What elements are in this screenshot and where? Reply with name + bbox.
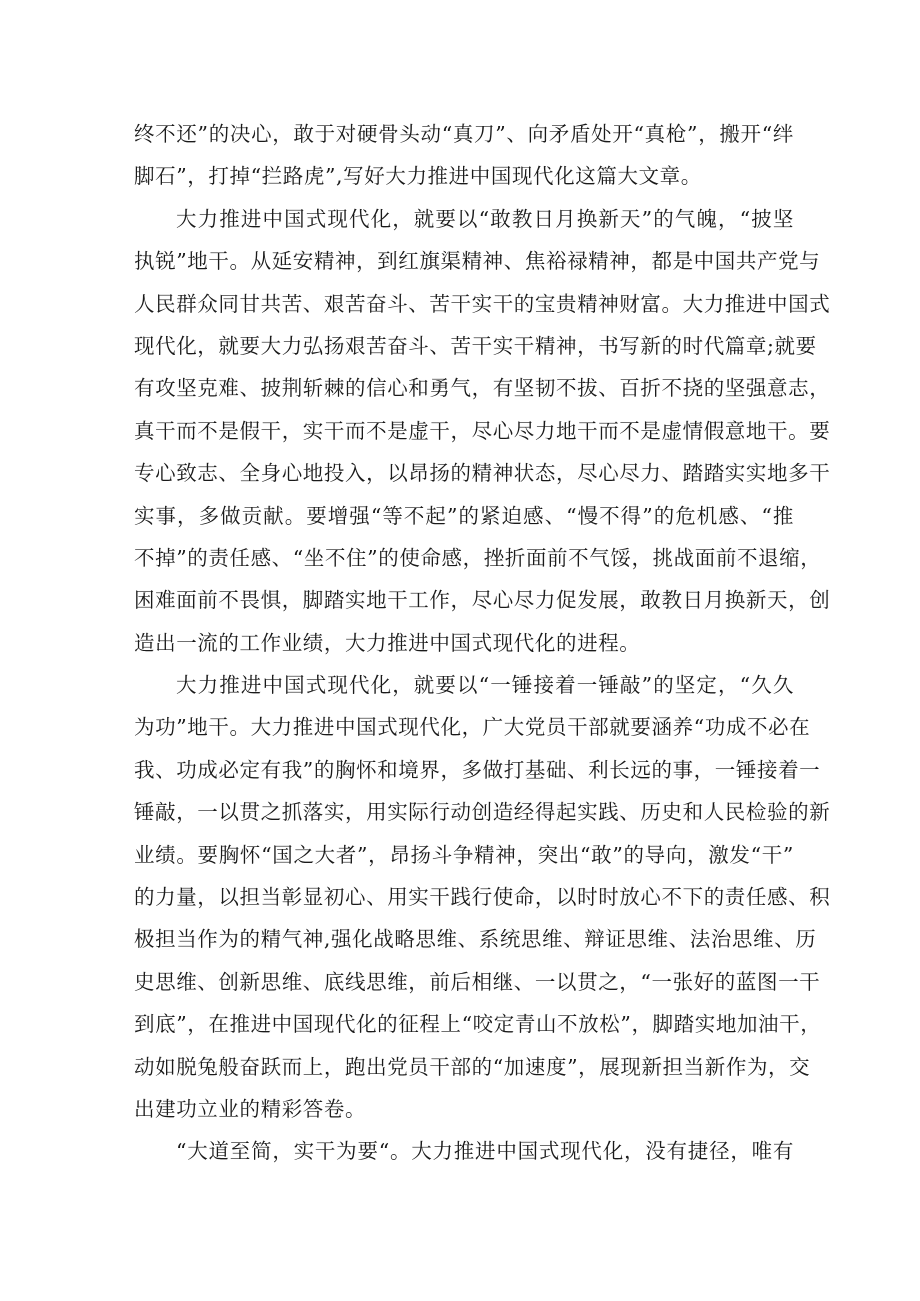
text-line: 专心致志、全身心地投入，以昂扬的精神状态，尽心尽力、踏踏实实地多干	[134, 461, 831, 486]
text-line: 动如脱兔般奋跃而上，跑出党员干部的“加速度”，展现新担当新作为，交	[134, 1054, 811, 1079]
text-line: 现代化，就要大力弘扬艰苦奋斗、苦干实干精神，书写新的时代篇章;就要	[134, 333, 817, 358]
text-line: 大力推进中国式现代化，就要以“敢教日月换新天”的气魄，“披坚	[176, 206, 794, 231]
text-line: 不掉”的责任感、“坐不住”的使命感，挫折面前不气馁，挑战面前不退缩，	[134, 545, 822, 570]
text-line: 出建功立业的精彩答卷。	[134, 1096, 367, 1121]
paragraph-3	[134, 664, 831, 1130]
text-line: 极担当作为的精气神,强化战略思维、系统思维、辩证思维、法治思维、历	[134, 927, 817, 952]
text-line: 的力量，以担当彰显初心、用实干践行使命，以时时放心不下的责任感、积	[134, 885, 831, 910]
text-line: 业绩。要胸怀“国之大者”，昂扬斗争精神，突出“敢”的导向，激发“干”	[134, 842, 794, 867]
paragraph-4	[134, 1130, 794, 1172]
text-line: 造出一流的工作业绩，大力推进中国式现代化的进程。	[134, 630, 641, 655]
text-line: 终不还”的决心，敢于对硬骨头动“真刀”、向矛盾处开“真枪”，搬开“绊	[134, 122, 794, 146]
text-line: 史思维、创新思维、底线思维，前后相继、一以贯之，“一张好的蓝图一干	[134, 969, 821, 994]
text-line: 为功”地干。大力推进中国式现代化，广大党员干部就要涵养“功成不必在	[134, 715, 811, 740]
text-line: 实事，多做贡献。要增强“等不起”的紧迫感、“慢不得”的危机感、“推	[134, 503, 794, 528]
paragraph-1	[134, 113, 794, 198]
text-line: “大道至简，实干为要“。大力推进中国式现代化，没有捷径，唯有	[176, 1139, 794, 1164]
text-line: 真干而不是假干，实干而不是虚干，尽心尽力地干而不是虚情假意地干。要	[134, 418, 831, 443]
text-line: 大力推进中国式现代化，就要以“一锤接着一锤敲”的坚定，“久久	[176, 673, 794, 698]
text-line: 有攻坚克难、披荆斩棘的信心和勇气，有坚韧不拔、百折不挠的坚强意志，	[134, 376, 831, 401]
text-line: 人民群众同甘共苦、艰苦奋斗、苦干实干的宝贵精神财富。大力推进中国式	[134, 291, 831, 316]
text-line: 锤敲，一以贯之抓落实，用实际行动创造经得起实践、历史和人民检验的新	[134, 800, 831, 825]
text-line: 到底”，在推进中国现代化的征程上“咬定青山不放松”，脚踏实地加油干，	[134, 1012, 822, 1037]
text-line: 困难面前不畏惧，脚踏实地干工作，尽心尽力促发展，敢教日月换新天，创	[134, 588, 831, 613]
text-line: 执锐”地干。从延安精神，到红旗渠精神、焦裕禄精神，都是中国共产党与	[134, 249, 821, 274]
paragraph-2	[134, 198, 831, 664]
article-body	[134, 113, 831, 1173]
text-line: 脚石”，打掉“拦路虎”,写好大力推进中国现代化这篇大文章。	[134, 164, 702, 189]
text-line: 我、功成必定有我”的胸怀和境界，多做打基础、利长远的事，一锤接着一	[134, 757, 821, 782]
